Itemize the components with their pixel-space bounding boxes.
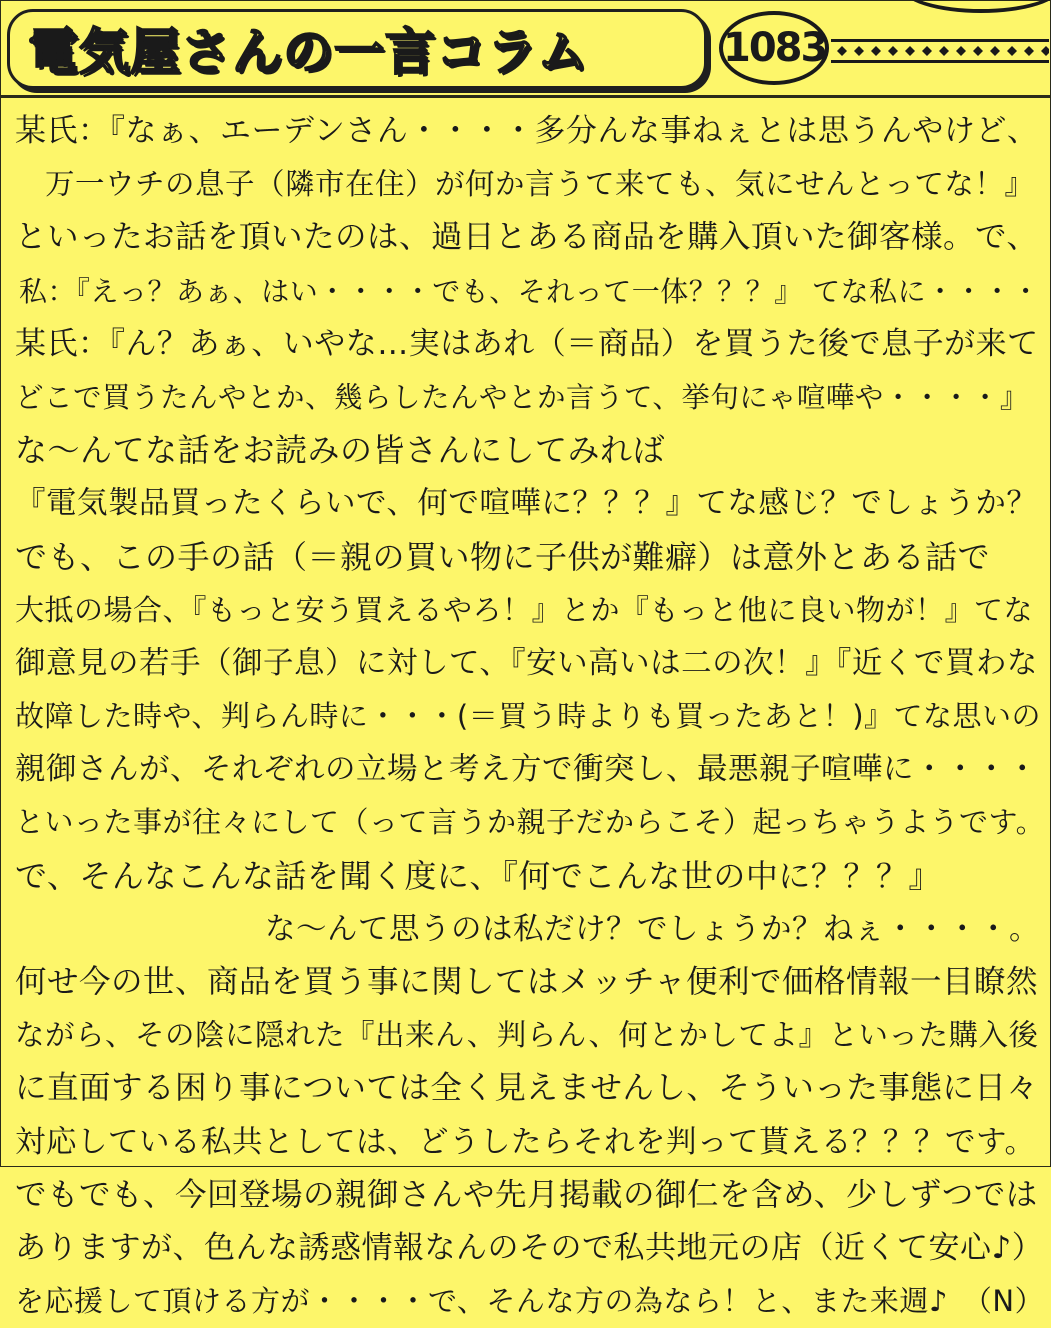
text-line: 故障した時や、判らん時に・・・(＝買う時よりも買ったあと！)』てな思いの [15,699,1042,734]
text-line: どこで買うたんやとか、幾らしたんやとか言うて、挙句にゃ喧嘩や・・・・』 [15,380,1029,414]
text-line: といった事が往々にして（って言うか親子だからこそ）起っちゃうようです。 [15,805,1046,840]
text-line: でもでも、今回登場の親御さんや先月掲載の御仁を含め、少しずつでは [15,1176,1038,1213]
text-line: 何せ今の世、商品を買う事に関してはメッチャ便利で価格情報一目瞭然 [15,964,1039,1000]
column-text [15,105,1045,1328]
text-line: 万一ウチの息子（隣市在住）が何か言うて来ても、気にせんとってな！』 [45,167,1035,202]
text-line: な～んてな話をお読みの皆さんにしてみれば [15,431,666,470]
diamond-pattern [831,42,1049,60]
issue-number: 1083 [723,25,827,71]
column-header [1,1,1051,101]
text-line: 私：『えっ？あぁ、はい・・・・でも、それって一体？？？』 てな私に・・・・ [19,274,1041,308]
header-divider [1,95,1051,98]
text-line: ありますが、色んな誘惑情報なんのそので私共地元の店（近くて安心♪） [15,1229,1044,1266]
text-line: に直面する困り事については全く見えませんし、そういった事態に日々 [15,1070,1039,1107]
text-line: 対応している私共としては、どうしたらそれを判って貰える？？？です。 [15,1124,1036,1160]
text-line: でも、この手の話（＝親の買い物に子供が難癖）は意外とある話で [15,537,991,576]
text-line: で、そんなこんな話を聞く度に、『何でこんな世の中に？？？』 [15,856,941,895]
text-line: を応援して頂ける方が・・・・で、そんな方の為なら！と、また来週♪ （N） [15,1284,1045,1319]
column-title: 電気屋さんの一言コラム [28,23,589,81]
issue-number-badge [719,11,829,85]
text-line: 親御さんが、それぞれの立場と考え方で衝突し、最悪親子喧嘩に・・・・ [15,752,1038,788]
text-line: 御意見の若手（御子息）に対して、『安い高いは二の次！』『近くで買わな [15,645,1038,681]
corner-decoration [901,0,1051,13]
title-banner [7,9,707,89]
text-line: 大抵の場合、『もっと安う買えるやろ！』とか『もっと他に良い物が！』てな [15,592,1034,627]
text-line: な～んて思うのは私だけ？でしょうか？ねぇ・・・・。 [265,911,1040,947]
text-line: 『電気製品買ったくらいで、何で喧嘩に？？？』てな感じ？でしょうか？ [15,486,1038,522]
text-line: 某氏：『なぁ、エーデンさん・・・・多分んな事ねぇとは思うんやけど、 [15,113,1039,149]
text-line: といったお話を頂いたのは、過日とある商品を購入頂いた御客様。で、 [15,219,1039,256]
text-line: 某氏：『ん？あぁ、いやな…実はあれ（＝商品）を買うた後で息子が来て [15,325,1039,362]
text-line: ながら、その陰に隠れた『出来ん、判らん、何とかしてよ』といった購入後 [15,1018,1039,1053]
diamond-ornament-band [831,39,1049,63]
